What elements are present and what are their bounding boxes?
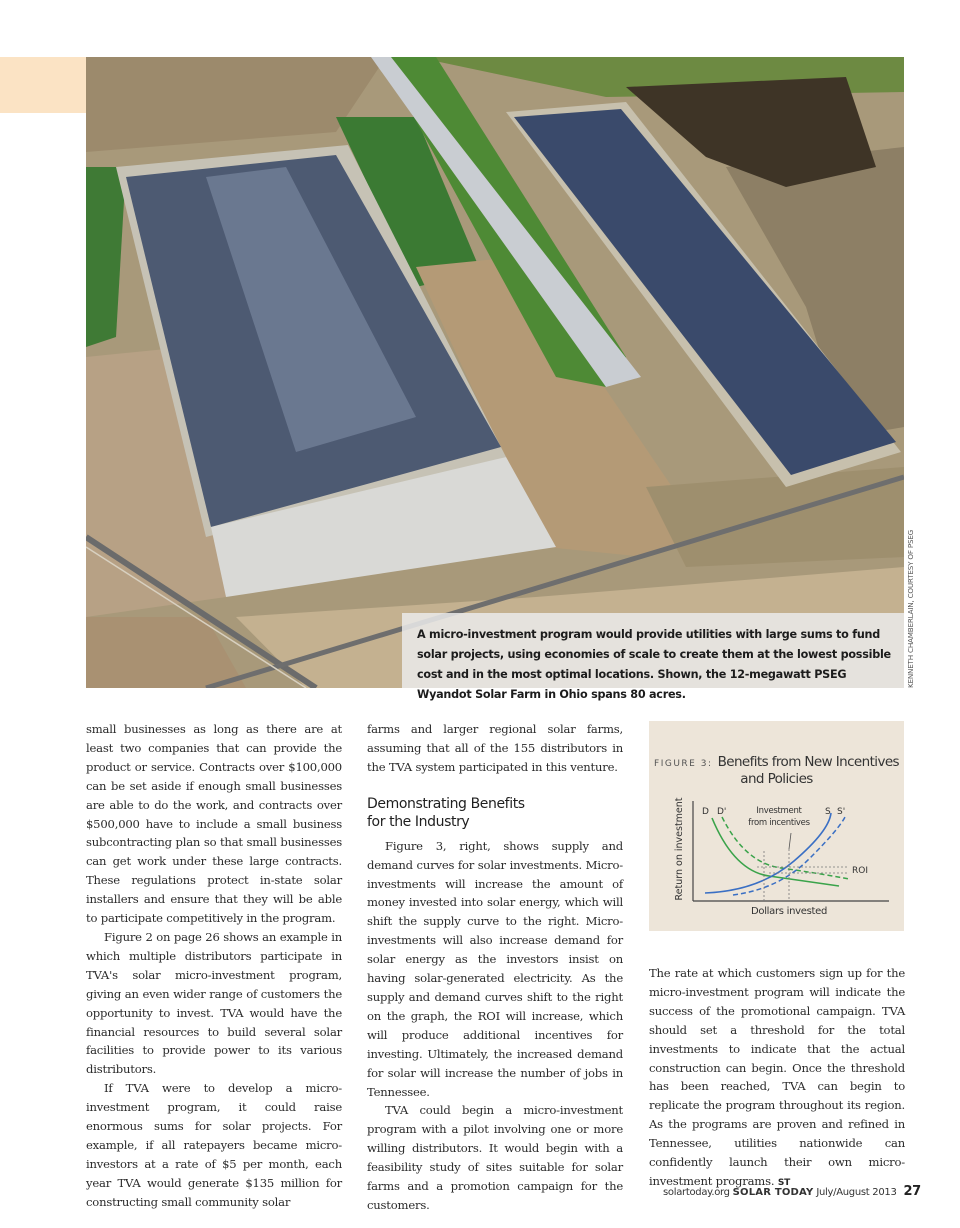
photo-credit: KENNETH CHAMBERLAIN, COURTESY OF PSEG: [906, 529, 915, 688]
end-mark: ST: [777, 1177, 791, 1188]
footer-magazine: SOLAR TODAY: [732, 1187, 814, 1198]
paragraph: TVA could begin a micro-investment program with a pilot involving one or more willing distributors. It would begin with a feasibility study of sites suitable for solar farms and a promotion campaign for the customers.: [367, 1103, 623, 1212]
annotation-line-1: Investment: [756, 806, 802, 816]
section-subhead: [367, 795, 623, 831]
figure-title-line-1: Benefits from New Incentives: [717, 754, 899, 770]
aerial-photo-illustration: [86, 57, 904, 688]
solar-farm-photo: [86, 57, 904, 688]
supply-curve-s-prime: [733, 817, 845, 895]
annotation-arrow: [789, 833, 791, 849]
footer-site: solartoday.org: [663, 1187, 730, 1198]
label-d: D: [702, 807, 709, 817]
x-axis-label: Dollars invested: [750, 906, 828, 917]
article-column-1: [86, 720, 342, 1212]
page-footer: [663, 1184, 921, 1199]
paragraph: small businesses as long as there are at least two companies that can provide the product or service. Contracts over $100,000 can be set aside if enough small businesses are able to do the work, and contracts over $500,000 have to include a small business subcontracting plan so that small businesses can get work under these large contracts. These regulations protect in-state solar installers and ensure that they will be able to participate competitively in the program.: [86, 722, 342, 926]
paragraph: If TVA were to develop a micro-investment program, it could raise enormous sums for solar projects. For example, if all ratepayers became micro-investors at a rate of $5 per month, each year TVA would generate $135 million for constructing small community solar: [86, 1081, 342, 1209]
label-roi: ROI: [852, 866, 868, 876]
subhead-line-2: for the Industry: [367, 813, 470, 830]
label-s: S: [825, 807, 831, 817]
article-column-3: [649, 964, 905, 1193]
figure-3: [649, 721, 904, 931]
photo-caption: A micro-investment program would provide utilities with large sums to fund solar projects, using economies of scale to create them at the lowest possible cost and in the most optimal locations. Shown, the 12-megawatt PSEG Wyandot Solar Farm in Ohio spans 80 acres.: [402, 613, 904, 688]
supply-demand-diagram: [649, 721, 904, 931]
y-axis-label: Return on investment: [674, 797, 685, 901]
accent-tab: [0, 57, 86, 113]
figure-label: FIGURE 3:: [654, 759, 713, 769]
demand-curve-d: [712, 818, 839, 886]
paragraph: [649, 964, 905, 1193]
paragraph-text: The rate at which customers sign up for the micro-investment program will indicate the success of the promotional campaign. TVA should set a threshold for the total investments to indicate that the actual construction can begin. Once the threshold has been reached, TVA can begin to replicate the program throughout its region. As the programs are proven and refined in Tennessee, utilities nationwide can confidently launch their own micro-investment programs.: [649, 966, 905, 1188]
label-d-prime: D': [717, 807, 727, 817]
paragraph: Figure 3, right, shows supply and demand curves for solar investments. Micro-investments will increase the amount of money invested into solar energy, which will shift the supply curve to the right. Micro-investments will also increase demand for solar energy as the investors insist on having solar-generated electricity. As the supply and demand curves shift to the right on the graph, the ROI will increase, which will produce additional incentives for investing. Ultimately, the increased demand for solar will increase the number of jobs in Tennessee.: [367, 838, 623, 1099]
label-s-prime: S': [837, 807, 846, 817]
paragraph: Figure 2 on page 26 shows an example in which multiple distributors participate in TVA's solar micro-investment program, giving an even wider range of customers the opportunity to invest. TVA would have the financial resources to build several solar facilities to provide power to its various distributors.: [86, 929, 342, 1077]
footer-issue: July/August 2013: [816, 1187, 897, 1198]
annotation-line-2: from incentives: [748, 818, 810, 828]
figure-title-line-2: and Policies: [740, 771, 813, 787]
article-column-2: [367, 720, 623, 1215]
subhead-line-1: Demonstrating Benefits: [367, 795, 525, 812]
paragraph: farms and larger regional solar farms, assuming that all of the 155 distributors in the TVA system participated in this venture.: [367, 722, 623, 774]
page-number: 27: [903, 1184, 921, 1199]
